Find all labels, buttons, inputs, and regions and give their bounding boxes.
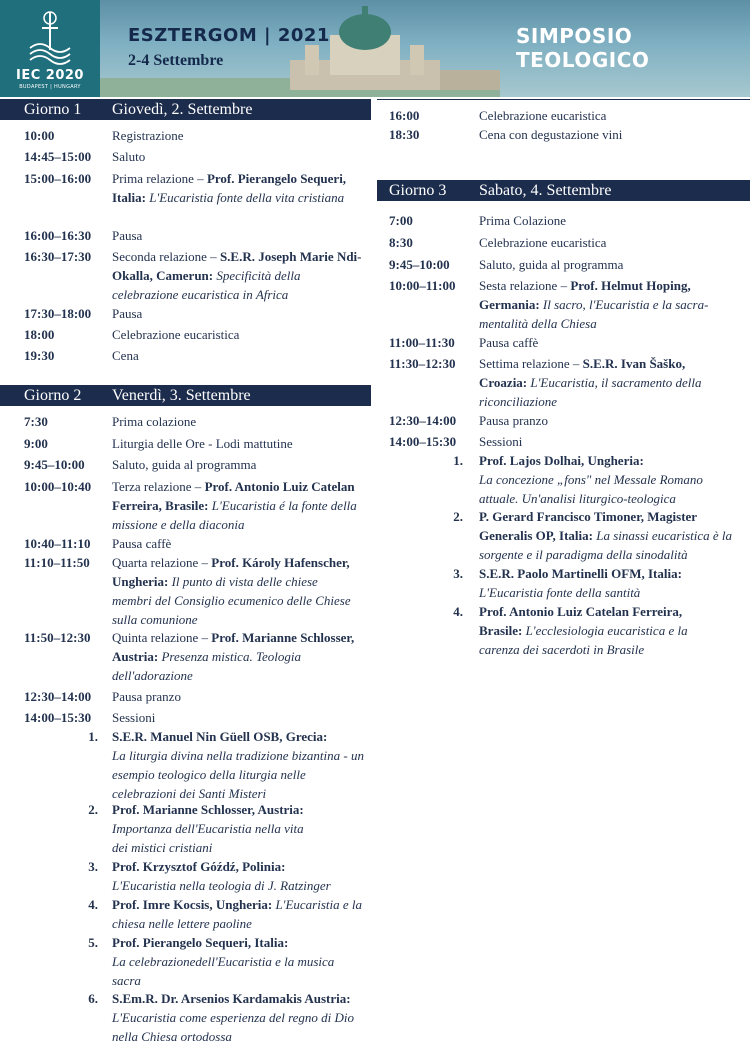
lecture-label: Quarta relazione – (112, 555, 212, 570)
schedule-row (0, 125, 750, 144)
lecture-title: L'Eucaristia, il sacramento della riconciliazione (479, 375, 702, 409)
activity: Saluto, guida al programma (112, 457, 257, 472)
time: 11:00–11:30 (389, 335, 455, 350)
time: 19:30 (24, 348, 55, 363)
session-number: 1. (453, 453, 463, 468)
speaker: Prof. Antonio Luiz Catelan Ferreira, Brasile: (479, 604, 683, 638)
activity: Celebrazione eucaristica (112, 327, 240, 342)
lecture (479, 276, 734, 333)
speaker: Prof. Helmut Hoping, Germania: (479, 278, 691, 312)
session-title: L'Eucaristia e la chiesa nelle lettere paoline (112, 897, 363, 931)
time: 18:00 (24, 327, 55, 342)
header-banner (0, 0, 750, 97)
schedule-row (0, 687, 371, 706)
schedule-row (0, 534, 371, 553)
time: 16:00 (389, 108, 420, 123)
schedule-row (0, 411, 750, 430)
day1-label: Giorno 1 (24, 101, 82, 118)
session-number: 3. (453, 566, 463, 581)
time: 7:00 (389, 213, 413, 228)
speaker: Prof. Pierangelo Sequeri, Italia: (112, 935, 289, 950)
speaker: S.Em.R. Dr. Arsenios Kardamakis Austria: (112, 991, 351, 1006)
session-content (479, 451, 719, 508)
session-content (112, 989, 370, 1046)
activity: Prima Colazione (479, 213, 567, 228)
speaker: S.E.R. Manuel Nin Güell OSB, Grecia: (112, 729, 328, 744)
speaker: Prof. Marianne Schlosser, Austria: (112, 630, 355, 664)
session-title: L'Eucaristia fonte della santità (479, 585, 641, 600)
lecture-label: Quinta relazione – (112, 630, 212, 645)
lecture-label: Seconda relazione – (112, 249, 220, 264)
schedule-row (0, 304, 371, 323)
lecture-label: Prima relazione – (112, 171, 207, 186)
activity: Pausa caffè (479, 335, 539, 350)
time: 10:00 (24, 128, 55, 143)
logo-title: IEC 2020 (16, 68, 84, 83)
speaker: Prof. Imre Kocsis, Ungheria: (112, 897, 273, 912)
activity: Prima colazione (112, 414, 197, 429)
speaker: S.E.R. Joseph Marie Ndi-Okalla, Camerun: (112, 249, 362, 283)
session-number: 3. (88, 859, 98, 874)
session-title: La liturgia divina nella tradizione bizantina - un esempio teologico della liturgia nelle celebrazioni dei Santi Misteri (112, 748, 364, 801)
time: 10:00–11:00 (389, 278, 456, 293)
lecture-title: Specificità della celebrazione eucaristica in Africa (112, 268, 301, 302)
activity: Registrazione (112, 128, 184, 143)
speaker: S.E.R. Paolo Martinelli OFM, Italia: (479, 566, 682, 581)
lecture (112, 477, 362, 534)
session-content (479, 602, 719, 659)
basilica-skyline-image (100, 0, 500, 97)
time: 12:30–14:00 (24, 689, 92, 704)
lecture-label: Settima relazione – (479, 356, 583, 371)
time: 9:45–10:00 (24, 457, 85, 472)
speaker: S.E.R. Ivan Šaško, Croazia: (479, 356, 686, 390)
session-content (112, 800, 322, 857)
lecture (112, 553, 357, 629)
lecture-title: Presenza mistica. Teologia dell'adorazione (112, 649, 301, 683)
speaker: Prof. Antonio Luiz Catelan Ferreira, Brasile: (112, 479, 355, 513)
time: 11:50–12:30 (24, 630, 91, 645)
city-year: ESZTERGOM | 2021 (128, 25, 330, 46)
time: 11:10–11:50 (24, 555, 90, 570)
activity: Pausa caffè (112, 536, 172, 551)
time: 11:30–12:30 (389, 356, 456, 371)
session-title: L'Eucaristia come esperienza del regno di Dio nella Chiesa ortodossa (112, 1010, 355, 1044)
session-content (112, 933, 342, 990)
schedule-row (0, 106, 750, 125)
session-number: 2. (88, 802, 98, 817)
day2-header (0, 385, 371, 406)
speaker: P. Gerard Francisco Timoner, Magister Generalis OP, Italia: (479, 509, 697, 543)
time: 7:30 (24, 414, 48, 429)
lecture (112, 169, 362, 207)
activity: Saluto (112, 149, 146, 164)
time: 14:00–15:30 (389, 434, 457, 449)
session-number: 6. (88, 991, 98, 1006)
time: 9:45–10:00 (389, 257, 450, 272)
day2-date: Venerdì, 3. Settembre (112, 387, 251, 404)
session-title: L'Eucaristia nella teologia di J. Ratzinger (112, 878, 331, 893)
time: 10:40–11:10 (24, 536, 91, 551)
time: 18:30 (389, 127, 420, 142)
activity: Pausa pranzo (479, 413, 548, 428)
session-content (112, 727, 367, 803)
session-number: 1. (88, 729, 98, 744)
time: 16:00–16:30 (24, 228, 92, 243)
lecture-title: L'Eucaristia é la fonte della missione e della diaconia (112, 498, 357, 532)
speaker: Prof. Károly Hafenscher, Ungheria: (112, 555, 350, 589)
session-title: La concezione „fons" nel Messale Romano attuale. Un'analisi liturgico-teologica (479, 472, 703, 506)
time: 8:30 (389, 235, 413, 250)
activity: Pausa pranzo (112, 689, 181, 704)
time: 14:00–15:30 (24, 710, 92, 725)
time: 15:00–16:00 (24, 171, 92, 186)
activity: Pausa (112, 228, 143, 243)
schedule-row (0, 708, 371, 727)
logo-subtitle: BUDAPEST | HUNGARY (19, 84, 81, 90)
speaker: Prof. Pierangelo Sequeri, Italia: (112, 171, 347, 205)
speaker: Prof. Marianne Schlosser, Austria: (112, 802, 304, 817)
lecture-label: Sesta relazione – (479, 278, 571, 293)
session-number: 4. (88, 897, 98, 912)
session-number: 4. (453, 604, 463, 619)
lecture-title: L'Eucaristia fonte della vita cristiana (149, 190, 345, 205)
time: 10:00–10:40 (24, 479, 92, 494)
schedule-row (0, 211, 750, 230)
activity: Saluto, guida al programma (479, 257, 624, 272)
schedule-row (0, 432, 750, 451)
time: 12:30–14:00 (389, 413, 457, 428)
speaker: Prof. Lajos Dolhai, Ungheria: (479, 453, 644, 468)
session-content (112, 857, 367, 895)
chalice-cross-icon (0, 0, 100, 68)
activity: Celebrazione eucaristica (479, 235, 607, 250)
day3-date: Sabato, 4. Settembre (479, 182, 612, 199)
activity: Sessioni (479, 434, 523, 449)
session-content (112, 895, 367, 933)
schedule-row (0, 147, 371, 166)
session-number: 2. (453, 509, 463, 524)
session-title: La celebrazionedell'Eucaristia e la musica sacra (112, 954, 335, 988)
day2-label: Giorno 2 (24, 387, 82, 404)
speaker: Prof. Krzysztof Góźdź, Polinia: (112, 859, 286, 874)
activity: Pausa (112, 306, 143, 321)
title-line-1: SIMPOSIO (516, 24, 633, 48)
session-number: 5. (88, 935, 98, 950)
session-content (479, 507, 744, 564)
schedule-row (0, 255, 750, 274)
activity: Liturgia delle Ore - Lodi mattutine (112, 436, 293, 451)
day3-label: Giorno 3 (389, 182, 447, 199)
activity: Sessioni (112, 710, 156, 725)
schedule-row (0, 333, 750, 352)
session-title: Importanza dell'Eucaristia nella vita dei mistici cristiani (112, 821, 304, 855)
event-dates: 2-4 Settembre (128, 52, 224, 69)
session-content (479, 564, 739, 602)
time: 9:00 (24, 436, 48, 451)
lecture (112, 628, 357, 685)
session-title: L'ecclesiologia eucaristica e la carenza dei sacerdoti in Brasile (479, 623, 688, 657)
session-title: La sinassi eucaristica è la sorgente e il paradigma della sinodalità (479, 528, 733, 562)
time: 17:30–18:00 (24, 306, 92, 321)
page-title (516, 24, 649, 72)
lecture-title: Il sacro, l'Eucaristia e la sacra-mentalità della Chiesa (479, 297, 709, 331)
lecture (479, 354, 734, 411)
column-top-rule (377, 99, 750, 100)
iec-logo (0, 0, 100, 97)
schedule-row (0, 233, 750, 252)
day1-date: Giovedì, 2. Settembre (112, 101, 253, 118)
activity: Cena (112, 348, 139, 363)
lecture-label: Terza relazione – (112, 479, 205, 494)
time: 14:45–15:00 (24, 149, 92, 164)
schedule-row (0, 455, 371, 474)
title-line-2: TEOLOGICO (516, 48, 650, 72)
activity: Celebrazione eucaristica (479, 108, 607, 123)
activity: Cena con degustazione vini (479, 127, 623, 142)
day3-header (377, 180, 750, 201)
time: 16:30–17:30 (24, 249, 92, 264)
lecture-title: Il punto di vista delle chiese membri del Consiglio ecumenico delle Chiese sulla comunione (112, 574, 351, 627)
